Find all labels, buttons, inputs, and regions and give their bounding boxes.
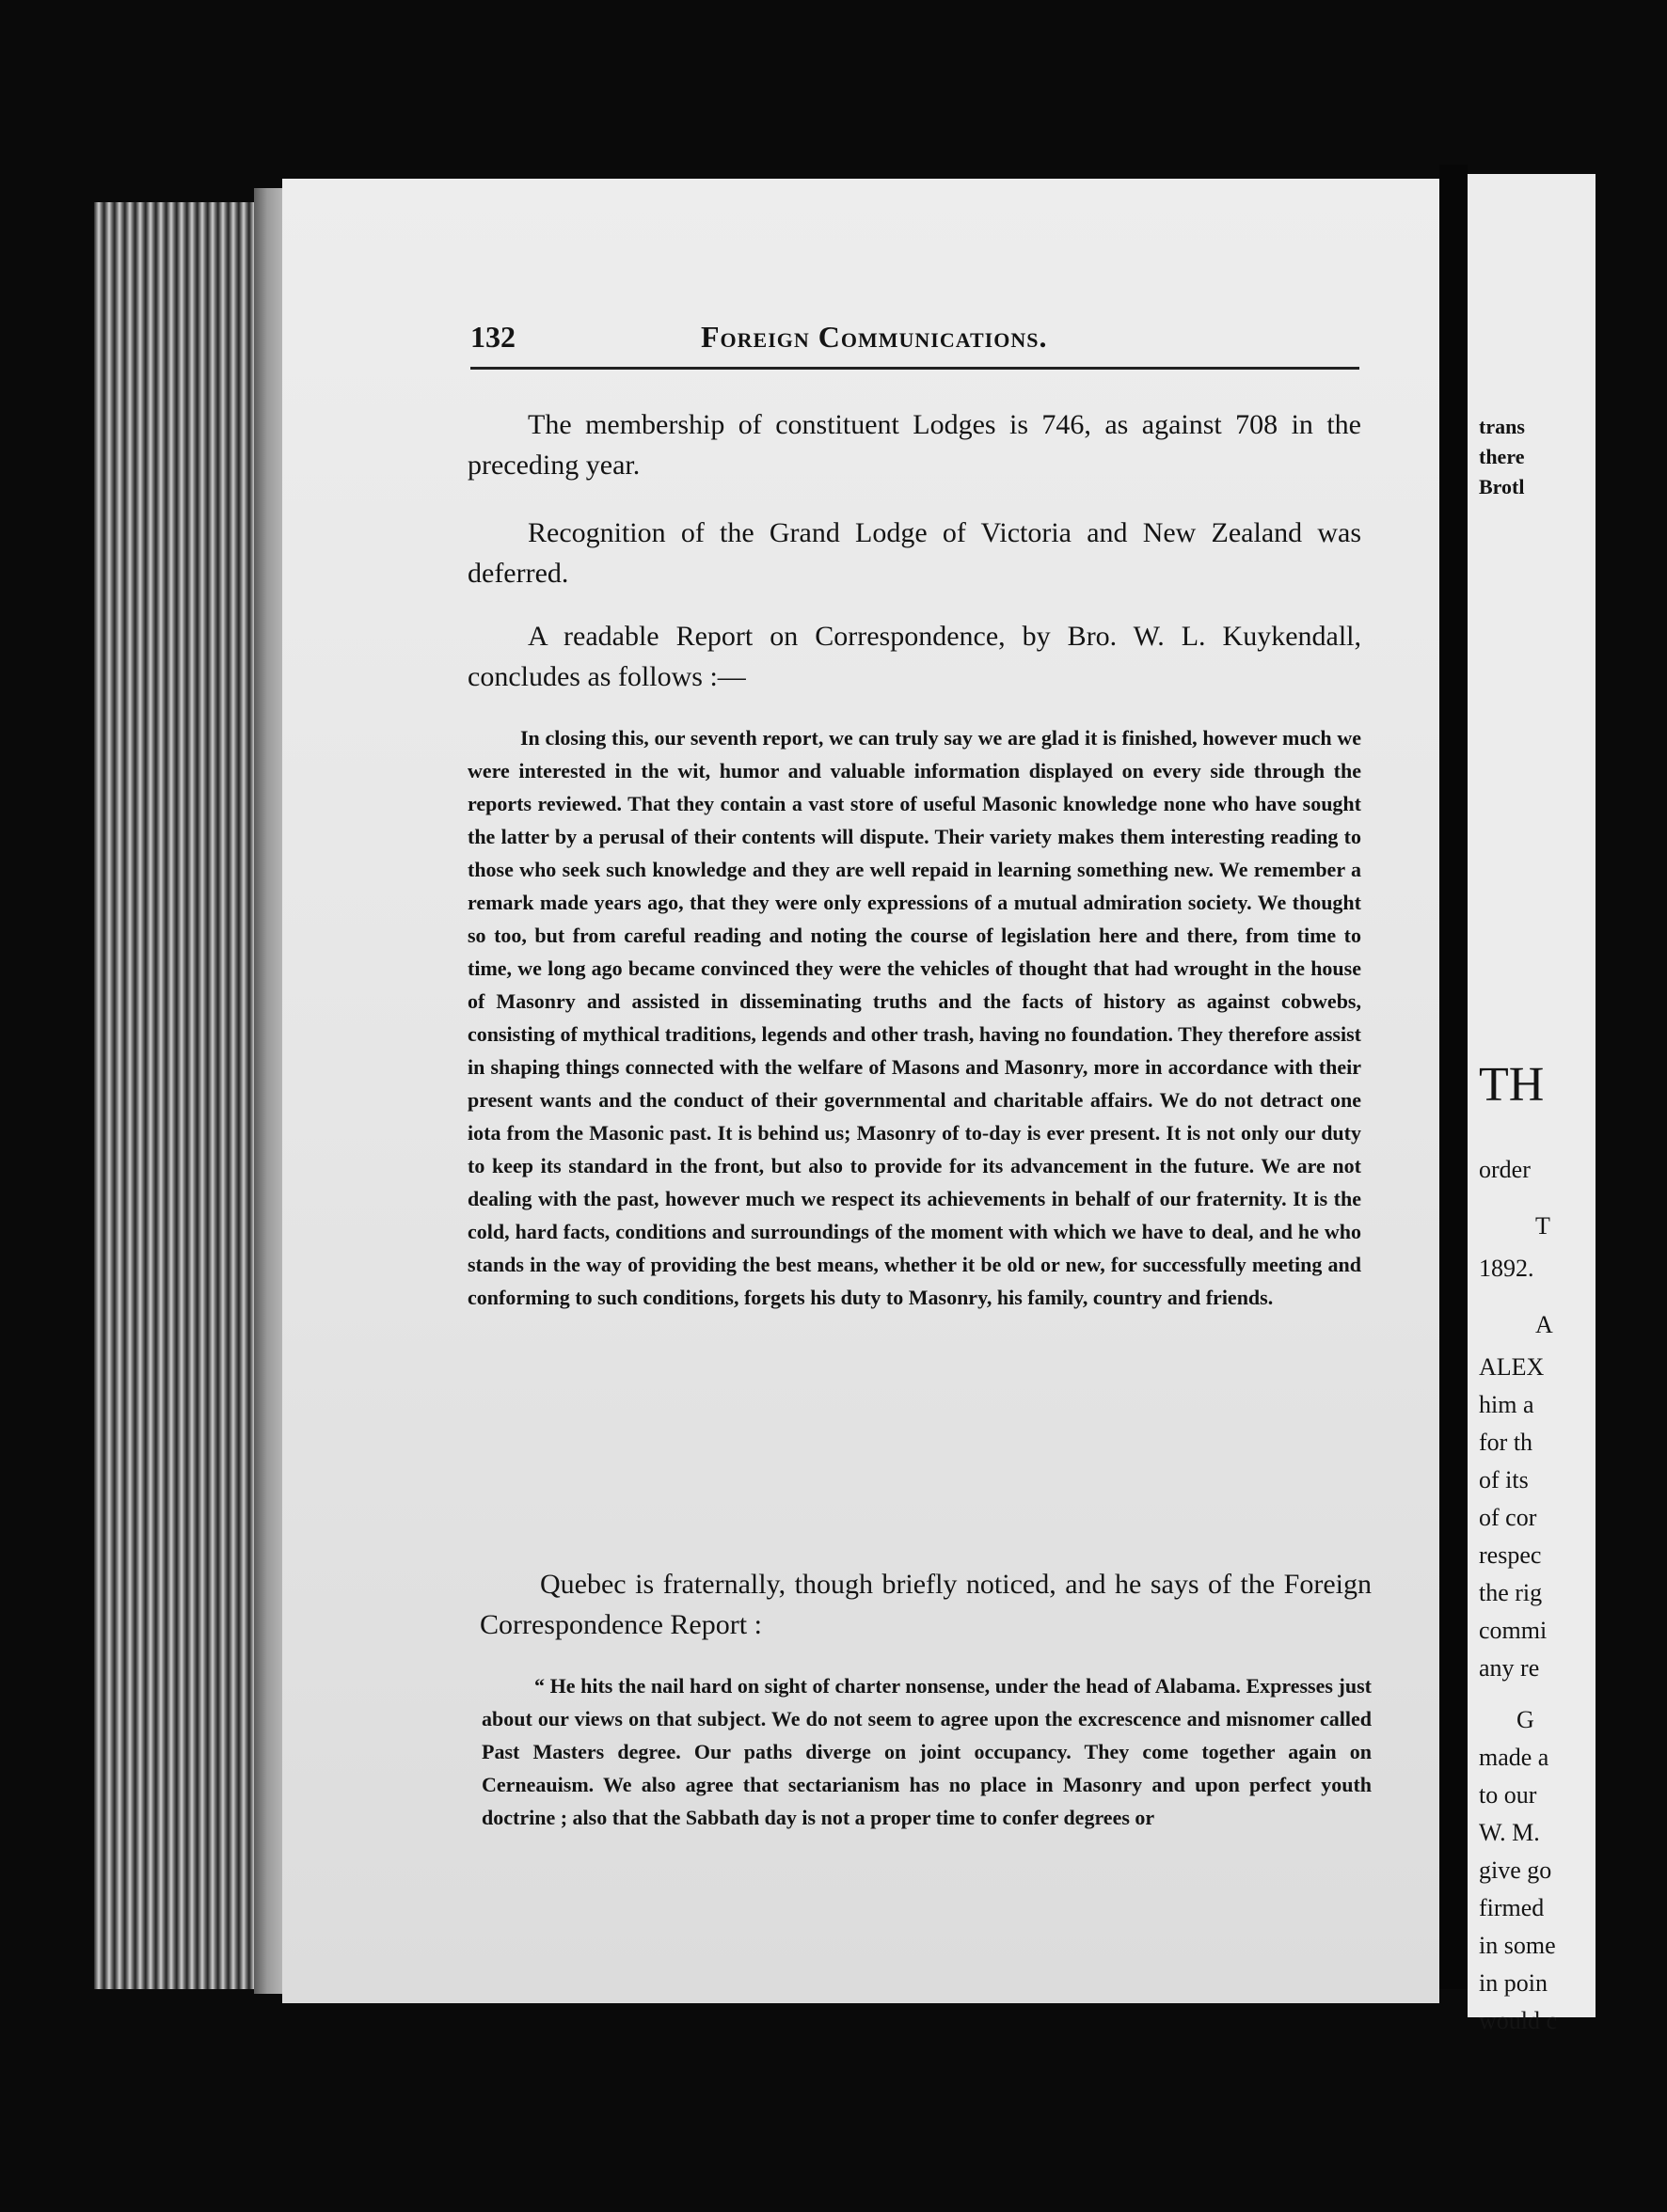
right-fragment: would c bbox=[1479, 2007, 1558, 2034]
right-fragment: there bbox=[1479, 445, 1525, 468]
right-fragment: order bbox=[1479, 1156, 1531, 1183]
right-fragment: Brotl bbox=[1479, 475, 1525, 498]
right-fragment: of its bbox=[1479, 1466, 1529, 1493]
right-fragment: the rig bbox=[1479, 1579, 1543, 1606]
paragraph-membership: The membership of constituent Lodges is 746, as against 708 in the preceding year. bbox=[468, 409, 1361, 481]
running-head bbox=[470, 320, 1359, 367]
right-fragment: for th bbox=[1479, 1429, 1533, 1456]
book-spine bbox=[94, 202, 263, 1989]
page-number: 132 bbox=[470, 320, 516, 354]
book-gutter bbox=[1439, 165, 1468, 1989]
right-fragment: any re bbox=[1479, 1654, 1540, 1682]
right-fragment: in some bbox=[1479, 1932, 1556, 1959]
right-fragment: T bbox=[1535, 1212, 1550, 1240]
right-fragment: ALEX bbox=[1479, 1353, 1545, 1381]
right-fragment: made a bbox=[1479, 1744, 1549, 1771]
right-fragment-dropcap: TH bbox=[1479, 1058, 1545, 1112]
block-quote-foreign-report: “ He hits the nail hard on sight of charter nonsense, under the head of Alabama. Expresses just about our views on that subject. We do not seem to agree upon the excrescence and misnomer called Past Masters degree. Our paths diverge on joint occupancy. They come together again on Cerneauism. We also agree that sectarianism has no place in Masonry and upon perfect youth doctrine ; also that the Sabbath day is not a proper time to confer degrees or bbox=[482, 1674, 1372, 1829]
right-fragment: trans bbox=[1479, 415, 1525, 438]
header-rule bbox=[470, 367, 1359, 370]
right-fragment: firmed bbox=[1479, 1894, 1545, 1921]
right-fragment: commi bbox=[1479, 1617, 1548, 1644]
right-fragment: 1892. bbox=[1479, 1255, 1534, 1282]
right-fragment: respec bbox=[1479, 1541, 1542, 1569]
right-fragment: him a bbox=[1479, 1391, 1534, 1418]
right-fragment: of cor bbox=[1479, 1504, 1537, 1531]
right-fragment: A bbox=[1535, 1311, 1553, 1338]
paragraph-recognition: Recognition of the Grand Lodge of Victoria and New Zealand was deferred. bbox=[468, 517, 1361, 589]
paragraph-report: A readable Report on Correspondence, by Bro. W. L. Kuykendall, concludes as follows :— bbox=[468, 621, 1361, 692]
right-fragment: in poin bbox=[1479, 1969, 1548, 1997]
right-fragment: G bbox=[1516, 1706, 1534, 1733]
paragraph-quebec: Quebec is fraternally, though briefly noticed, and he says of the Foreign Correspondence Report : bbox=[480, 1569, 1372, 1640]
right-fragment: give go bbox=[1479, 1856, 1552, 1884]
right-fragment: W. M. bbox=[1479, 1819, 1540, 1846]
right-page bbox=[1468, 174, 1596, 2034]
running-head-title: Foreign Communications. bbox=[701, 320, 1048, 354]
block-quote-kuykendall: In closing this, our seventh report, we can truly say we are glad it is finished, however much we were interested in the wit, humor and valuable information displayed on every side through the reports reviewed. That they contain a vast store of useful Masonic knowledge none who have sought the latter by a perusal of their contents will dispute. Their variety makes them interesting reading to those who seek such knowledge and they are well repaid in learning something new. We remember a remark made years ago, that they were only expressions of a mutual admiration society. We thought so too, but from careful reading and noting the course of legislation here and there, from time to time, we long ago became convinced they were the vehicles of thought that had wrought in the house of Masonry and assisted in disseminating truths and the facts of history as against cobwebs, consisting of mythical traditions, legends and other trash, having no foundation. They therefore assist in shaping things connected with the welfare of Masons and Masonry, more in accordance with their present wants and the conduct of their governmental and charitable affairs. We do not detract one iota from the Masonic past. It is behind us; Masonry of to-day is ever present. It is not only our duty to keep its standard in the front, but also to provide for its advancement in the future. We are not dealing with the past, however much we respect its achievements in behalf of our fraternity. It is the cold, hard facts, conditions and surroundings of the moment with which we have to deal, and he who stands in the way of providing the best means, whether it be old or new, for successfully meeting and conforming to such conditions, forgets his duty to Masonry, his family, country and friends. bbox=[468, 726, 1361, 1309]
right-fragment: to our bbox=[1479, 1781, 1537, 1809]
